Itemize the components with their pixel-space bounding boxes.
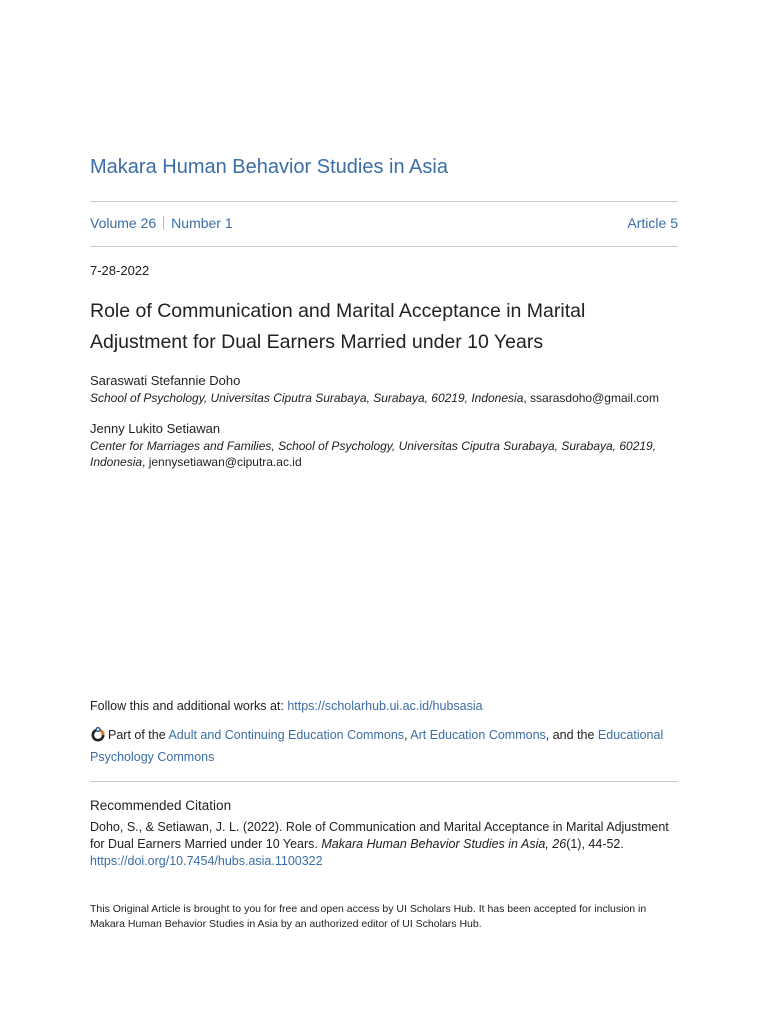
part-of-line (90, 724, 678, 768)
recommended-citation-heading: Recommended Citation (90, 798, 232, 813)
volume-link[interactable]: Volume 26 (90, 215, 157, 231)
access-note: This Original Article is brought to you for free and open access by UI Scholars Hub. It has been accepted for inclusion in Makara Human Behavior Studies in Asia by an authorized editor of UI Scholars Hub. (90, 903, 647, 930)
doi-link[interactable]: https://doi.org/10.7454/hubs.asia.1100322 (90, 854, 323, 868)
number-link[interactable]: Number 1 (171, 215, 233, 231)
author-name: Saraswati Stefannie Doho (90, 373, 241, 388)
follow-line (90, 699, 483, 713)
author-affiliation: Center for Marriages and Families, School of Psychology, Universitas Ciputra Surabaya, Surabaya, 60219, Indonesia (90, 439, 657, 469)
discipline-link-adult-education[interactable]: Adult and Continuing Education Commons (168, 728, 405, 742)
discipline-link-educational-psychology[interactable]: Educational Psychology Commons (90, 728, 664, 764)
citation-journal: Makara Human Behavior Studies in Asia, 26 (321, 837, 567, 851)
citation-text: Doho, S., & Setiawan, J. L. (2022). Role of Communication and Marital Acceptance in Marital Adjustment for Dual Earners Married under 10 Years. (90, 820, 669, 851)
follow-label: Follow this and additional works at: (90, 699, 288, 713)
author-affiliation: School of Psychology, Universitas Ciputra Surabaya, Surabaya, 60219, Indonesia (90, 391, 524, 405)
part-of-prefix: Part of the (108, 728, 169, 742)
article-title: Role of Communication and Marital Acceptance in Marital Adjustment for Dual Earners Married under 10 Years (90, 300, 586, 353)
discipline-link-art-education[interactable]: Art Education Commons (410, 728, 546, 742)
issue-separator (163, 216, 164, 230)
author-block: Saraswati Stefannie Doho School of Psychology, Universitas Ciputra Surabaya, Surabaya, 60219, Indonesia, ssarasdoho@gmail.com (90, 373, 690, 406)
cover-page (90, 0, 678, 1024)
author-email: jennysetiawan@ciputra.ac.id (148, 455, 302, 469)
network-commons-icon (90, 726, 106, 742)
recommended-citation (90, 819, 678, 870)
author-email: ssarasdoho@gmail.com (530, 391, 659, 405)
author-block: Jenny Lukito Setiawan Center for Marriages and Families, School of Psychology, Universitas Ciputra Surabaya, Surabaya, 60219, Indonesia, jennysetiawan@ciputra.ac.id (90, 421, 690, 470)
citation-issue-pages: (1), 44-52. (566, 837, 624, 851)
article-link[interactable]: Article 5 (627, 215, 678, 231)
publication-date: 7-28-2022 (90, 263, 150, 278)
divider (90, 246, 678, 247)
part-of-separator: , (404, 728, 411, 742)
divider (90, 201, 678, 202)
divider (90, 781, 678, 782)
author-name: Jenny Lukito Setiawan (90, 421, 221, 436)
journal-title-link[interactable]: Makara Human Behavior Studies in Asia (90, 156, 448, 178)
repository-link[interactable]: https://scholarhub.ui.ac.id/hubsasia (287, 699, 483, 713)
issue-bar (90, 214, 678, 232)
part-of-separator: , and the (545, 728, 598, 742)
